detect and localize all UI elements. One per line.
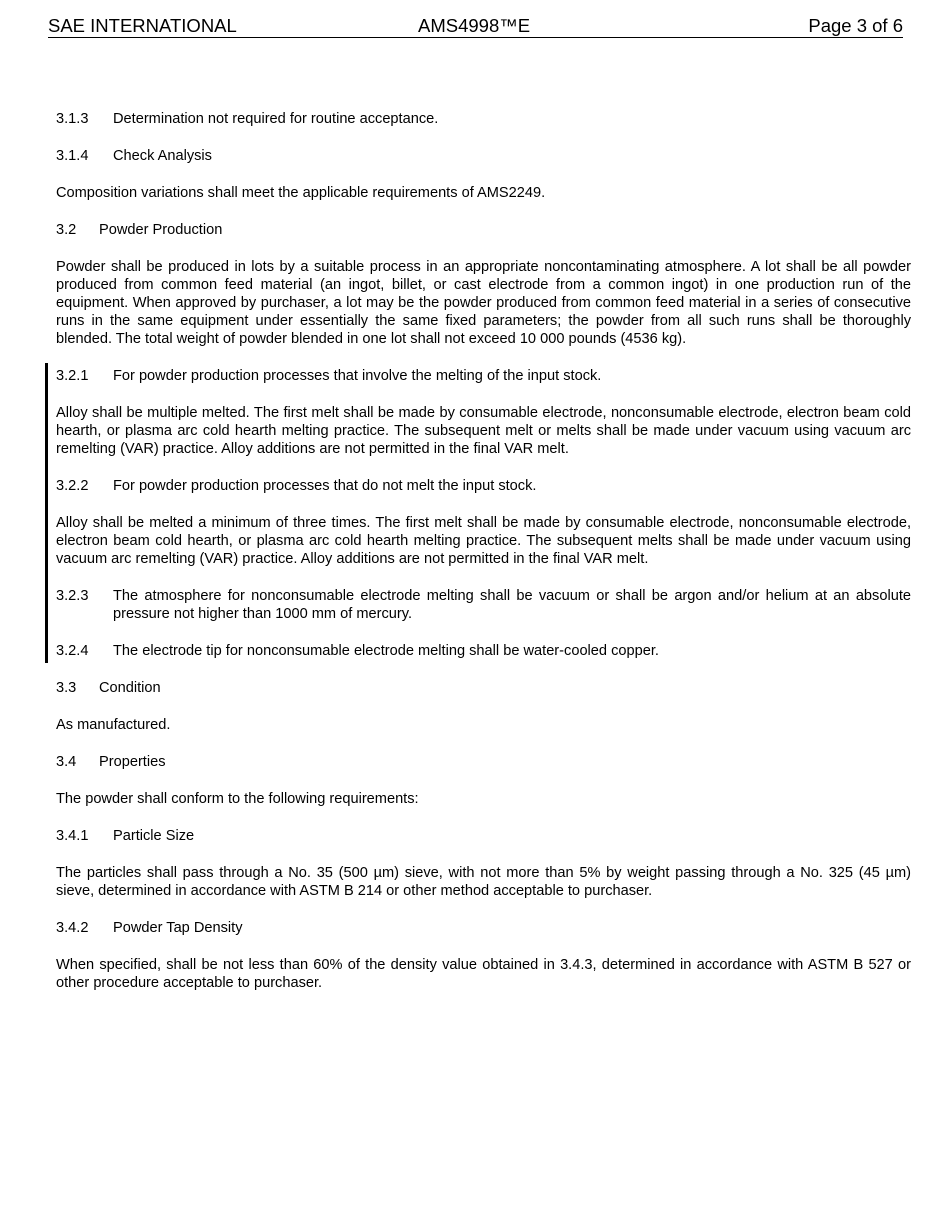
section-3-2	[56, 221, 911, 239]
section-heading: Powder Tap Density	[113, 920, 243, 936]
publisher-name: SAE INTERNATIONAL	[48, 15, 237, 36]
section-heading: Check Analysis	[113, 148, 212, 164]
section-number: 3.2.3	[56, 588, 89, 604]
section-heading: Condition	[99, 680, 161, 696]
section-number: 3.1.3	[56, 111, 89, 127]
section-number: 3.1.4	[56, 148, 89, 164]
paragraph: The powder shall conform to the following requirements:	[56, 791, 419, 807]
document-body	[56, 110, 911, 1011]
section-3-1-4	[56, 147, 911, 165]
page-number: Page 3 of 6	[808, 15, 903, 36]
section-3-1-3	[56, 110, 911, 128]
section-3-4-1	[56, 827, 911, 845]
section-number: 3.4.2	[56, 920, 89, 936]
section-text: The atmosphere for nonconsumable electrode melting shall be vacuum or shall be argon and/or helium at an absolute pressure not higher than 1000 mm of mercury.	[113, 588, 911, 622]
paragraph: When specified, shall be not less than 60% of the density value obtained in 3.4.3, determined in accordance with ASTM B 527 or other procedure acceptable to purchaser.	[56, 957, 911, 991]
section-3-2-1	[56, 367, 911, 385]
section-text: The electrode tip for nonconsumable electrode melting shall be water-cooled copper.	[113, 643, 659, 659]
section-number: 3.2	[56, 222, 77, 238]
paragraph: Alloy shall be melted a minimum of three times. The first melt shall be made by consumable electrode, nonconsumable electrode, electron beam cold hearth, or plasma arc cold hearth melting practice. The subsequent melts shall be made under vacuum using vacuum arc remelting (VAR) practice. Alloy additions are not permitted in the final VAR melt.	[56, 515, 911, 567]
document-number: AMS4998™E	[418, 15, 531, 36]
revision-change-bar	[45, 363, 48, 663]
paragraph: Powder shall be produced in lots by a suitable process in an appropriate noncontaminating atmosphere. A lot shall be all powder produced from common feed material (an ingot, billet, or cast electrode from a common ingot) in one production run of the equipment. When approved by purchaser, a lot may be the powder produced from common feed material in a series of consecutive runs in the same equipment under essentially the same fixed parameters; the powder from all such runs shall be thoroughly blended. The total weight of powder blended in one lot shall not exceed 10 000 pounds (4536 kg).	[56, 259, 911, 347]
section-number: 3.2.1	[56, 368, 89, 384]
section-3-4	[56, 753, 911, 771]
paragraph: The particles shall pass through a No. 35 (500 µm) sieve, with not more than 5% by weight passing through a No. 325 (45 µm) sieve, determined in accordance with ASTM B 214 or other method acceptable to purchaser.	[56, 865, 911, 899]
section-heading: Properties	[99, 754, 166, 770]
section-heading: Powder Production	[99, 222, 223, 238]
section-3-4-2	[56, 919, 911, 937]
section-number: 3.2.4	[56, 643, 89, 659]
section-number: 3.4.1	[56, 828, 89, 844]
section-3-2-2	[56, 477, 911, 495]
paragraph: Composition variations shall meet the applicable requirements of AMS2249.	[56, 185, 546, 201]
section-heading: For powder production processes that involve the melting of the input stock.	[113, 368, 602, 384]
section-3-3	[56, 679, 911, 697]
section-heading: Particle Size	[113, 828, 195, 844]
section-text: Determination not required for routine acceptance.	[113, 111, 439, 127]
paragraph: As manufactured.	[56, 717, 171, 733]
page-header	[48, 15, 903, 38]
paragraph: Alloy shall be multiple melted. The first melt shall be made by consumable electrode, nonconsumable electrode, electron beam cold hearth, or plasma arc cold hearth melting practice. The subsequent melt or melts shall be made under vacuum using vacuum arc remelting (VAR) practice. Alloy additions are not permitted in the final VAR melt.	[56, 405, 911, 457]
section-heading: For powder production processes that do not melt the input stock.	[113, 478, 537, 494]
section-number: 3.3	[56, 680, 77, 696]
section-number: 3.2.2	[56, 478, 89, 494]
section-3-2-4	[56, 642, 911, 660]
section-3-2-3	[56, 587, 911, 623]
section-number: 3.4	[56, 754, 77, 770]
